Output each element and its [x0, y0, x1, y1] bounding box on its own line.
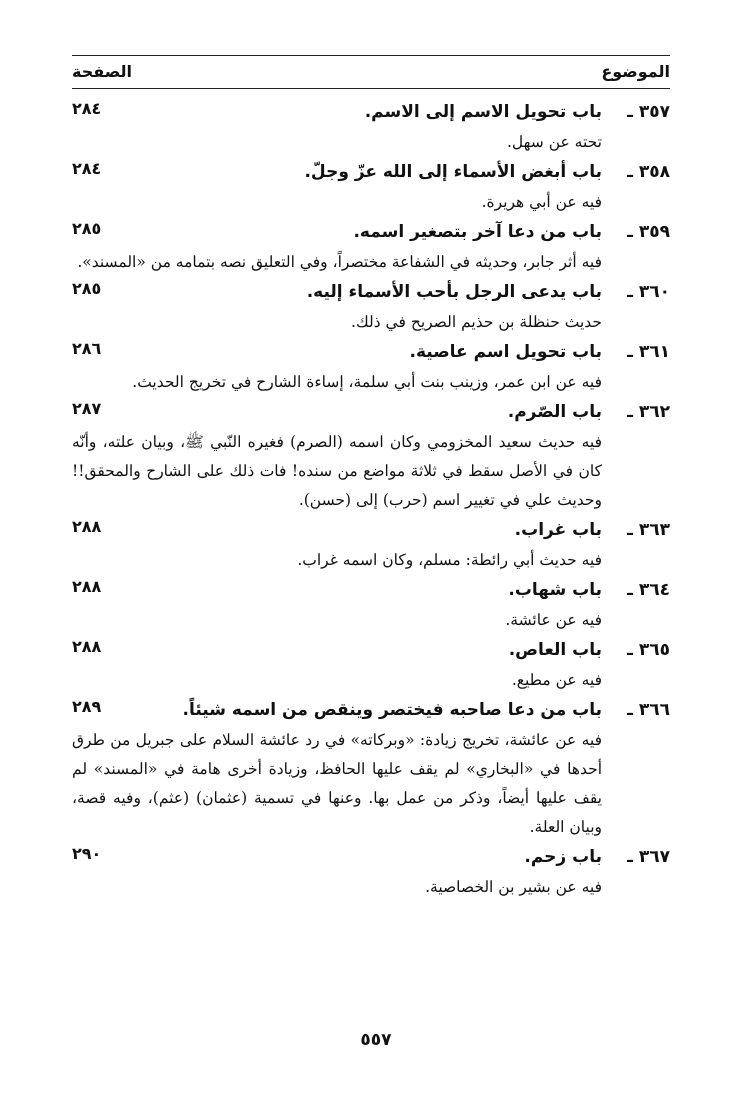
entry-page-number: ٢٨٩	[72, 697, 102, 716]
entry-heading	[72, 97, 670, 128]
entry-number: ٣٦٧ ـ	[627, 847, 670, 867]
entry-title: باب زحم.	[524, 847, 602, 867]
index-entry	[72, 157, 670, 217]
entry-number: ٣٦٤ ـ	[627, 580, 670, 600]
entry-description: حديث حنظلة بن حذيم الصريح في ذلك.	[351, 313, 602, 331]
entry-page-number: ٢٨٦	[72, 339, 102, 358]
entry-heading	[72, 695, 670, 726]
entry-description: تحته عن سهل.	[506, 133, 602, 151]
entry-heading	[72, 217, 670, 248]
entry-heading	[72, 157, 670, 188]
entry-heading	[72, 635, 670, 666]
index-entry	[72, 97, 670, 157]
entry-description: فيه عن أبي هريرة.	[481, 193, 602, 211]
index-entry	[72, 695, 670, 842]
index-entry	[72, 337, 670, 397]
entry-heading	[72, 575, 670, 606]
index-entries	[72, 97, 670, 902]
entry-title: باب من دعا صاحبه فيختصر وينقص من اسمه شيئاً.	[182, 700, 602, 720]
entry-heading	[72, 397, 670, 428]
index-entry	[72, 397, 670, 515]
entry-number: ٣٥٨ ـ	[627, 162, 670, 182]
entry-description: فيه حديث أبي رائطة: مسلم، وكان اسمه غراب.	[297, 551, 602, 569]
index-entry	[72, 842, 670, 902]
index-entry	[72, 277, 670, 337]
book-page	[72, 55, 670, 902]
index-entry	[72, 217, 670, 277]
entry-title: باب تحويل اسم عاصية.	[409, 342, 602, 362]
entry-title: باب يدعى الرجل بأحب الأسماء إليه.	[306, 282, 602, 302]
entry-description: فيه عن عائشة.	[505, 611, 602, 629]
entry-title: باب غراب.	[514, 520, 602, 540]
entry-title: باب من دعا آخر بتصغير اسمه.	[353, 222, 602, 242]
entry-number: ٣٦١ ـ	[627, 342, 670, 362]
entry-title: باب العاص.	[508, 640, 602, 660]
entry-number: ٣٦٥ ـ	[627, 640, 670, 660]
entry-number: ٣٥٧ ـ	[627, 102, 670, 122]
entry-heading	[72, 337, 670, 368]
entry-page-number: ٢٨٨	[72, 517, 102, 536]
entry-title: باب تحويل الاسم إلى الاسم.	[364, 102, 602, 122]
index-entry	[72, 515, 670, 575]
entry-title: باب شهاب.	[508, 580, 602, 600]
entry-page-number: ٢٨٥	[72, 279, 102, 298]
entry-title: باب الصّرم.	[507, 402, 602, 422]
entry-title: باب أبغض الأسماء إلى الله عزّ وجلّ.	[304, 162, 602, 182]
entry-description: فيه عن ابن عمر، وزينب بنت أبي سلمة، إساءة الشارح في تخريج الحديث.	[132, 373, 602, 391]
entry-number: ٣٥٩ ـ	[627, 222, 670, 242]
entry-page-number: ٢٨٤	[72, 159, 102, 178]
entry-page-number: ٢٨٨	[72, 637, 102, 656]
index-entry	[72, 575, 670, 635]
page-footer-number: ٥٥٧	[360, 1030, 392, 1050]
entry-page-number: ٢٩٠	[72, 844, 102, 863]
table-header	[72, 55, 670, 89]
entry-description: فيه عن عائشة، تخريج زيادة: «وبركاته» في رد عائشة السلام على جبريل من طرق أحدها في «البخاري» لم يقف عليها الحافظ، وزيادة أخرى هامة في «المسند» لم يقف عليها أيضاً، وذكر من عمل بها. وعنها في تسمية (عثمان) (عثم)، وفيه قصة، وبيان العلة.	[72, 731, 602, 836]
entry-number: ٣٦٢ ـ	[627, 402, 670, 422]
entry-page-number: ٢٨٧	[72, 399, 102, 418]
entry-heading	[72, 277, 670, 308]
page-column-label: الصفحة	[72, 62, 133, 81]
entry-number: ٣٦٦ ـ	[627, 700, 670, 720]
entry-heading	[72, 515, 670, 546]
entry-number: ٣٦٣ ـ	[627, 520, 670, 540]
topic-column-label: الموضوع	[601, 62, 670, 81]
entry-heading	[72, 842, 670, 873]
entry-page-number: ٢٨٤	[72, 99, 102, 118]
entry-description: فيه عن بشير بن الخصاصية.	[425, 878, 602, 896]
entry-page-number: ٢٨٥	[72, 219, 102, 238]
entry-page-number: ٢٨٨	[72, 577, 102, 596]
entry-number: ٣٦٠ ـ	[627, 282, 670, 302]
entry-description: فيه حديث سعيد المخزومي وكان اسمه (الصرم) فغيره النّبي ﷺ، وبيان علته، وأنّه كان في الأصل سقط في ثلاثة مواضع من سنده! فات ذلك على الشارح والمحقق!! وحديث علي في تغيير اسم (حرب) إلى (حسن).	[72, 433, 602, 509]
entry-description: فيه أثر جابر، وحديثه في الشفاعة مختصراً، وفي التعليق نصه بتمامه من «المسند».	[77, 253, 602, 271]
index-entry	[72, 635, 670, 695]
entry-description: فيه عن مطيع.	[511, 671, 602, 689]
